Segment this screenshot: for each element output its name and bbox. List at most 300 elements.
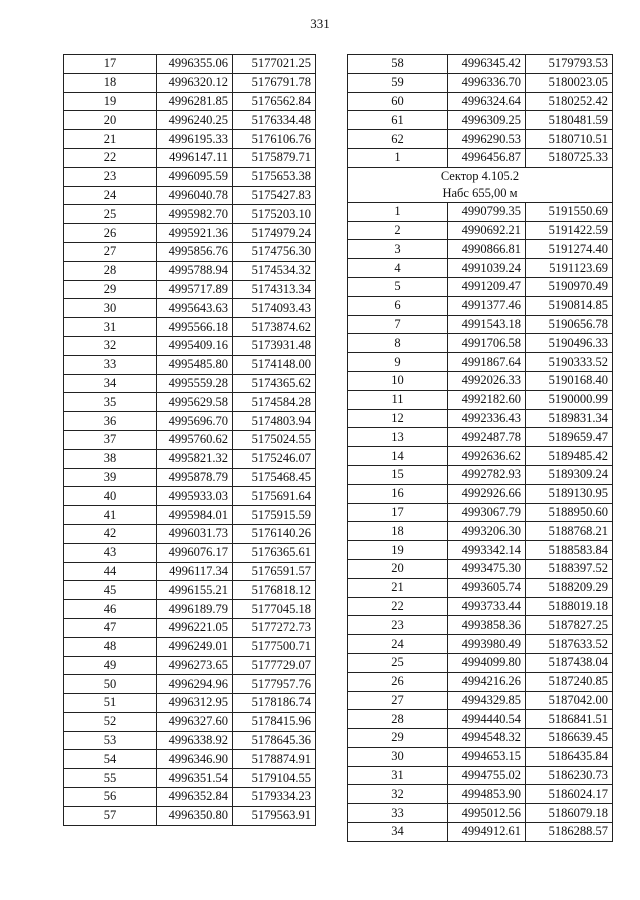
point-number-cell: 34 (348, 823, 448, 842)
y-coordinate-cell: 5177272.73 (233, 618, 316, 637)
table-row (348, 747, 613, 766)
point-number-cell: 52 (64, 712, 157, 731)
x-coordinate-cell: 4995717.89 (157, 280, 233, 299)
point-number-cell: 55 (64, 769, 157, 788)
table-row (348, 259, 613, 278)
y-coordinate-cell: 5188768.21 (526, 522, 613, 541)
y-coordinate-cell: 5179793.53 (526, 55, 613, 74)
table-row (348, 130, 613, 149)
point-number-cell: 58 (348, 55, 448, 74)
point-number-cell: 30 (348, 747, 448, 766)
y-coordinate-cell: 5180023.05 (526, 73, 613, 92)
point-number-cell: 44 (64, 562, 157, 581)
x-coordinate-cell: 4996345.42 (448, 55, 526, 74)
point-number-cell: 46 (64, 600, 157, 619)
sector-height: Набс 655,00 м (442, 185, 518, 200)
y-coordinate-cell: 5178645.36 (233, 731, 316, 750)
table-row (348, 710, 613, 729)
y-coordinate-cell: 5175879.71 (233, 148, 316, 167)
point-number-cell: 31 (64, 318, 157, 337)
table-row (348, 240, 613, 259)
point-number-cell: 15 (348, 465, 448, 484)
point-number-cell: 59 (348, 73, 448, 92)
x-coordinate-cell: 4994653.15 (448, 747, 526, 766)
table-row (64, 393, 316, 412)
point-number-cell: 5 (348, 277, 448, 296)
table-row (64, 430, 316, 449)
point-number-cell: 30 (64, 299, 157, 318)
table-row (64, 712, 316, 731)
table-row (348, 315, 613, 334)
x-coordinate-cell: 4996249.01 (157, 637, 233, 656)
table-row (64, 637, 316, 656)
x-coordinate-cell: 4994755.02 (448, 766, 526, 785)
table-row (348, 653, 613, 672)
table-row (64, 487, 316, 506)
y-coordinate-cell: 5188950.60 (526, 503, 613, 522)
sector-header-cell (348, 167, 613, 202)
point-number-cell: 62 (348, 130, 448, 149)
point-number-cell: 40 (64, 487, 157, 506)
table-row (348, 691, 613, 710)
table-row (348, 522, 613, 541)
x-coordinate-cell: 4996273.65 (157, 656, 233, 675)
y-coordinate-cell: 5176791.78 (233, 73, 316, 92)
x-coordinate-cell: 4995856.76 (157, 242, 233, 261)
table-row (348, 823, 613, 842)
x-coordinate-cell: 4996327.60 (157, 712, 233, 731)
table-row (348, 503, 613, 522)
point-number-cell: 24 (348, 635, 448, 654)
x-coordinate-cell: 4991209.47 (448, 277, 526, 296)
point-number-cell: 26 (348, 672, 448, 691)
x-coordinate-cell: 4995982.70 (157, 205, 233, 224)
point-number-cell: 3 (348, 240, 448, 259)
table-row (64, 92, 316, 111)
y-coordinate-cell: 5180252.42 (526, 92, 613, 111)
table-row (348, 55, 613, 74)
table-row (64, 261, 316, 280)
y-coordinate-cell: 5175024.55 (233, 430, 316, 449)
point-number-cell: 13 (348, 428, 448, 447)
point-number-cell: 11 (348, 390, 448, 409)
y-coordinate-cell: 5177957.76 (233, 675, 316, 694)
y-coordinate-cell: 5174584.28 (233, 393, 316, 412)
table-row (64, 524, 316, 543)
y-coordinate-cell: 5187240.85 (526, 672, 613, 691)
table-row (64, 788, 316, 807)
y-coordinate-cell: 5189309.24 (526, 465, 613, 484)
table-row (64, 167, 316, 186)
x-coordinate-cell: 4991543.18 (448, 315, 526, 334)
y-coordinate-cell: 5190814.85 (526, 296, 613, 315)
y-coordinate-cell: 5178415.96 (233, 712, 316, 731)
y-coordinate-cell: 5190970.49 (526, 277, 613, 296)
table-row (64, 656, 316, 675)
table-row (64, 318, 316, 337)
y-coordinate-cell: 5176140.26 (233, 524, 316, 543)
table-row (348, 484, 613, 503)
left-table-body (64, 55, 316, 826)
table-row (64, 130, 316, 149)
y-coordinate-cell: 5187633.52 (526, 635, 613, 654)
y-coordinate-cell: 5189130.95 (526, 484, 613, 503)
y-coordinate-cell: 5179334.23 (233, 788, 316, 807)
point-number-cell: 23 (64, 167, 157, 186)
point-number-cell: 31 (348, 766, 448, 785)
x-coordinate-cell: 4992336.43 (448, 409, 526, 428)
y-coordinate-cell: 5188209.29 (526, 578, 613, 597)
x-coordinate-cell: 4995760.62 (157, 430, 233, 449)
sector-header-section (348, 167, 613, 202)
y-coordinate-cell: 5191123.69 (526, 259, 613, 278)
point-number-cell: 53 (64, 731, 157, 750)
y-coordinate-cell: 5174365.62 (233, 374, 316, 393)
point-number-cell: 61 (348, 111, 448, 130)
x-coordinate-cell: 4995878.79 (157, 468, 233, 487)
x-coordinate-cell: 4995788.94 (157, 261, 233, 280)
y-coordinate-cell: 5177021.25 (233, 55, 316, 74)
point-number-cell: 41 (64, 506, 157, 525)
table-row (348, 447, 613, 466)
point-number-cell: 35 (64, 393, 157, 412)
x-coordinate-cell: 4996350.80 (157, 806, 233, 825)
x-coordinate-cell: 4993206.30 (448, 522, 526, 541)
table-row (64, 769, 316, 788)
y-coordinate-cell: 5180481.59 (526, 111, 613, 130)
x-coordinate-cell: 4994548.32 (448, 729, 526, 748)
point-number-cell: 12 (348, 409, 448, 428)
x-coordinate-cell: 4996324.64 (448, 92, 526, 111)
table-row (64, 242, 316, 261)
point-number-cell: 29 (64, 280, 157, 299)
table-row (348, 785, 613, 804)
point-number-cell: 38 (64, 449, 157, 468)
table-row (64, 280, 316, 299)
table-row (64, 731, 316, 750)
table-row (348, 428, 613, 447)
table-row (348, 390, 613, 409)
point-number-cell: 8 (348, 334, 448, 353)
right-table-body-after (348, 202, 613, 841)
table-row (348, 202, 613, 221)
y-coordinate-cell: 5189485.42 (526, 447, 613, 466)
x-coordinate-cell: 4994216.26 (448, 672, 526, 691)
table-row (348, 221, 613, 240)
point-number-cell: 39 (64, 468, 157, 487)
x-coordinate-cell: 4996155.21 (157, 581, 233, 600)
x-coordinate-cell: 4995696.70 (157, 412, 233, 431)
x-coordinate-cell: 4992487.78 (448, 428, 526, 447)
y-coordinate-cell: 5191274.40 (526, 240, 613, 259)
table-row (348, 635, 613, 654)
x-coordinate-cell: 4996346.90 (157, 750, 233, 769)
point-number-cell: 22 (64, 148, 157, 167)
table-row (348, 578, 613, 597)
y-coordinate-cell: 5186288.57 (526, 823, 613, 842)
x-coordinate-cell: 4992926.66 (448, 484, 526, 503)
y-coordinate-cell: 5186230.73 (526, 766, 613, 785)
x-coordinate-cell: 4990799.35 (448, 202, 526, 221)
point-number-cell: 57 (64, 806, 157, 825)
point-number-cell: 43 (64, 543, 157, 562)
y-coordinate-cell: 5174979.24 (233, 224, 316, 243)
x-coordinate-cell: 4995559.28 (157, 374, 233, 393)
x-coordinate-cell: 4995921.36 (157, 224, 233, 243)
x-coordinate-cell: 4994440.54 (448, 710, 526, 729)
y-coordinate-cell: 5176365.61 (233, 543, 316, 562)
table-row (348, 804, 613, 823)
point-number-cell: 54 (64, 750, 157, 769)
x-coordinate-cell: 4996309.25 (448, 111, 526, 130)
x-coordinate-cell: 4996240.25 (157, 111, 233, 130)
y-coordinate-cell: 5174313.34 (233, 280, 316, 299)
table-row (348, 672, 613, 691)
table-row (64, 73, 316, 92)
x-coordinate-cell: 4993067.79 (448, 503, 526, 522)
table-row (348, 334, 613, 353)
point-number-cell: 20 (64, 111, 157, 130)
x-coordinate-cell: 4990866.81 (448, 240, 526, 259)
point-number-cell: 17 (348, 503, 448, 522)
x-coordinate-cell: 4991867.64 (448, 353, 526, 372)
y-coordinate-cell: 5177045.18 (233, 600, 316, 619)
y-coordinate-cell: 5186435.84 (526, 747, 613, 766)
table-row (64, 694, 316, 713)
point-number-cell: 50 (64, 675, 157, 694)
x-coordinate-cell: 4995012.56 (448, 804, 526, 823)
x-coordinate-cell: 4996312.95 (157, 694, 233, 713)
table-row (348, 766, 613, 785)
x-coordinate-cell: 4996294.96 (157, 675, 233, 694)
point-number-cell: 25 (64, 205, 157, 224)
y-coordinate-cell: 5191550.69 (526, 202, 613, 221)
x-coordinate-cell: 4993605.74 (448, 578, 526, 597)
point-number-cell: 21 (64, 130, 157, 149)
x-coordinate-cell: 4996095.59 (157, 167, 233, 186)
point-number-cell: 16 (348, 484, 448, 503)
y-coordinate-cell: 5175427.83 (233, 186, 316, 205)
y-coordinate-cell: 5186024.17 (526, 785, 613, 804)
y-coordinate-cell: 5176334.48 (233, 111, 316, 130)
point-number-cell: 17 (64, 55, 157, 74)
y-coordinate-cell: 5188019.18 (526, 597, 613, 616)
point-number-cell: 4 (348, 259, 448, 278)
table-row (348, 409, 613, 428)
table-row (64, 675, 316, 694)
point-number-cell: 23 (348, 616, 448, 635)
y-coordinate-cell: 5174756.30 (233, 242, 316, 261)
table-row (64, 336, 316, 355)
y-coordinate-cell: 5173931.48 (233, 336, 316, 355)
point-number-cell: 36 (64, 412, 157, 431)
table-row (348, 353, 613, 372)
x-coordinate-cell: 4996320.12 (157, 73, 233, 92)
x-coordinate-cell: 4990692.21 (448, 221, 526, 240)
y-coordinate-cell: 5175691.64 (233, 487, 316, 506)
y-coordinate-cell: 5179563.91 (233, 806, 316, 825)
page-number: 331 (310, 16, 330, 31)
y-coordinate-cell: 5174803.94 (233, 412, 316, 431)
x-coordinate-cell: 4996117.34 (157, 562, 233, 581)
x-coordinate-cell: 4996195.33 (157, 130, 233, 149)
y-coordinate-cell: 5175203.10 (233, 205, 316, 224)
point-number-cell: 32 (64, 336, 157, 355)
point-number-cell: 60 (348, 92, 448, 111)
point-number-cell: 28 (348, 710, 448, 729)
y-coordinate-cell: 5179104.55 (233, 769, 316, 788)
y-coordinate-cell: 5176591.57 (233, 562, 316, 581)
x-coordinate-cell: 4995409.16 (157, 336, 233, 355)
table-row (348, 296, 613, 315)
point-number-cell: 9 (348, 353, 448, 372)
y-coordinate-cell: 5178874.91 (233, 750, 316, 769)
x-coordinate-cell: 4994329.85 (448, 691, 526, 710)
x-coordinate-cell: 4993733.44 (448, 597, 526, 616)
sector-title: Сектор 4.105.2 (440, 168, 520, 183)
right-coordinates-table (347, 54, 613, 842)
table-row (64, 148, 316, 167)
x-coordinate-cell: 4994853.90 (448, 785, 526, 804)
x-coordinate-cell: 4992782.93 (448, 465, 526, 484)
point-number-cell: 19 (348, 541, 448, 560)
table-row (348, 277, 613, 296)
x-coordinate-cell: 4991377.46 (448, 296, 526, 315)
table-row (64, 355, 316, 374)
point-number-cell: 20 (348, 559, 448, 578)
point-number-cell: 51 (64, 694, 157, 713)
x-coordinate-cell: 4996290.53 (448, 130, 526, 149)
y-coordinate-cell: 5187827.25 (526, 616, 613, 635)
point-number-cell: 22 (348, 597, 448, 616)
point-number-cell: 33 (348, 804, 448, 823)
table-row (348, 729, 613, 748)
point-number-cell: 32 (348, 785, 448, 804)
x-coordinate-cell: 4992182.60 (448, 390, 526, 409)
y-coordinate-cell: 5178186.74 (233, 694, 316, 713)
left-coordinates-table (63, 54, 316, 826)
x-coordinate-cell: 4994099.80 (448, 653, 526, 672)
x-coordinate-cell: 4993858.36 (448, 616, 526, 635)
x-coordinate-cell: 4996351.54 (157, 769, 233, 788)
x-coordinate-cell: 4995485.80 (157, 355, 233, 374)
point-number-cell: 6 (348, 296, 448, 315)
y-coordinate-cell: 5175246.07 (233, 449, 316, 468)
y-coordinate-cell: 5175915.59 (233, 506, 316, 525)
point-number-cell: 14 (348, 447, 448, 466)
table-row (348, 148, 613, 167)
table-row (348, 541, 613, 560)
y-coordinate-cell: 5189659.47 (526, 428, 613, 447)
x-coordinate-cell: 4991706.58 (448, 334, 526, 353)
table-row (64, 111, 316, 130)
point-number-cell: 34 (64, 374, 157, 393)
table-row (64, 600, 316, 619)
x-coordinate-cell: 4992026.33 (448, 371, 526, 390)
table-row (64, 412, 316, 431)
right-table-body-before (348, 55, 613, 168)
point-number-cell: 21 (348, 578, 448, 597)
x-coordinate-cell: 4996147.11 (157, 148, 233, 167)
x-coordinate-cell: 4991039.24 (448, 259, 526, 278)
x-coordinate-cell: 4993980.49 (448, 635, 526, 654)
y-coordinate-cell: 5176106.76 (233, 130, 316, 149)
point-number-cell: 42 (64, 524, 157, 543)
y-coordinate-cell: 5180725.33 (526, 148, 613, 167)
y-coordinate-cell: 5191422.59 (526, 221, 613, 240)
x-coordinate-cell: 4993342.14 (448, 541, 526, 560)
x-coordinate-cell: 4996456.87 (448, 148, 526, 167)
point-number-cell: 24 (64, 186, 157, 205)
point-number-cell: 18 (64, 73, 157, 92)
point-number-cell: 45 (64, 581, 157, 600)
point-number-cell: 28 (64, 261, 157, 280)
y-coordinate-cell: 5175653.38 (233, 167, 316, 186)
point-number-cell: 25 (348, 653, 448, 672)
y-coordinate-cell: 5190333.52 (526, 353, 613, 372)
y-coordinate-cell: 5176562.84 (233, 92, 316, 111)
table-row (348, 73, 613, 92)
y-coordinate-cell: 5190496.33 (526, 334, 613, 353)
table-row (64, 806, 316, 825)
point-number-cell: 49 (64, 656, 157, 675)
table-row (348, 92, 613, 111)
x-coordinate-cell: 4996352.84 (157, 788, 233, 807)
table-row (64, 562, 316, 581)
y-coordinate-cell: 5190656.78 (526, 315, 613, 334)
table-row (348, 111, 613, 130)
x-coordinate-cell: 4993475.30 (448, 559, 526, 578)
y-coordinate-cell: 5174534.32 (233, 261, 316, 280)
y-coordinate-cell: 5174093.43 (233, 299, 316, 318)
point-number-cell: 10 (348, 371, 448, 390)
table-row (348, 616, 613, 635)
table-row (64, 506, 316, 525)
x-coordinate-cell: 4995933.03 (157, 487, 233, 506)
point-number-cell: 27 (348, 691, 448, 710)
point-number-cell: 48 (64, 637, 157, 656)
table-row (64, 543, 316, 562)
y-coordinate-cell: 5187438.04 (526, 653, 613, 672)
x-coordinate-cell: 4995984.01 (157, 506, 233, 525)
table-row (64, 618, 316, 637)
point-number-cell: 27 (64, 242, 157, 261)
table-row (348, 465, 613, 484)
x-coordinate-cell: 4996040.78 (157, 186, 233, 205)
table-row (64, 224, 316, 243)
y-coordinate-cell: 5175468.45 (233, 468, 316, 487)
point-number-cell: 2 (348, 221, 448, 240)
table-row (64, 55, 316, 74)
table-row (64, 205, 316, 224)
sector-header-row (348, 167, 613, 202)
x-coordinate-cell: 4996281.85 (157, 92, 233, 111)
y-coordinate-cell: 5188397.52 (526, 559, 613, 578)
point-number-cell: 56 (64, 788, 157, 807)
x-coordinate-cell: 4996189.79 (157, 600, 233, 619)
point-number-cell: 1 (348, 202, 448, 221)
x-coordinate-cell: 4994912.61 (448, 823, 526, 842)
y-coordinate-cell: 5177729.07 (233, 656, 316, 675)
x-coordinate-cell: 4995821.32 (157, 449, 233, 468)
x-coordinate-cell: 4996336.70 (448, 73, 526, 92)
y-coordinate-cell: 5188583.84 (526, 541, 613, 560)
y-coordinate-cell: 5187042.00 (526, 691, 613, 710)
point-number-cell: 37 (64, 430, 157, 449)
point-number-cell: 7 (348, 315, 448, 334)
y-coordinate-cell: 5180710.51 (526, 130, 613, 149)
x-coordinate-cell: 4995643.63 (157, 299, 233, 318)
